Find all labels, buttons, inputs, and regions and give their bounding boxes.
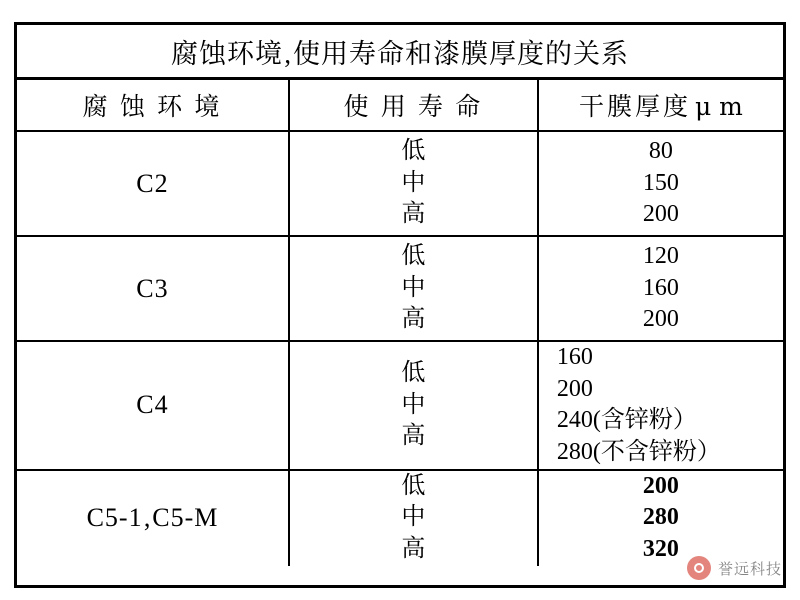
- column-header-dry-film-thickness: [538, 80, 783, 131]
- table-row: [17, 470, 783, 566]
- life-level: 高: [401, 201, 426, 228]
- cell-thickness: [538, 236, 783, 341]
- thickness-value: 320: [642, 536, 679, 563]
- life-level: 中: [401, 274, 426, 301]
- thickness-value: 280: [642, 504, 679, 531]
- cell-service-life: [289, 341, 538, 470]
- thickness-value: 160: [556, 344, 593, 371]
- life-level: 低: [401, 472, 426, 499]
- life-level: 中: [401, 391, 426, 418]
- table-title-row: [17, 25, 783, 80]
- cell-thickness: [538, 470, 783, 566]
- cell-thickness: [538, 341, 783, 470]
- thickness-value: 120: [642, 243, 679, 270]
- table-row: [17, 236, 783, 341]
- logo-icon: [687, 556, 711, 580]
- data-table-container: [14, 22, 786, 588]
- column-header-environment: 腐 蚀 环 境: [17, 80, 289, 131]
- thickness-value: 200: [642, 306, 679, 333]
- table-row: [17, 131, 783, 236]
- cell-service-life: [289, 131, 538, 236]
- cell-service-life: [289, 470, 538, 566]
- thickness-value: 200: [556, 375, 593, 402]
- table-row: [17, 341, 783, 470]
- relationship-table: [17, 80, 783, 566]
- life-level: 中: [401, 169, 426, 196]
- thickness-value: 240(含锌粉）: [556, 407, 697, 434]
- cell-thickness: [538, 131, 783, 236]
- thickness-value: 80: [648, 138, 673, 164]
- thickness-value: 200: [642, 201, 679, 228]
- watermark-label: 誉远科技: [717, 560, 782, 578]
- thickness-value: 200: [642, 472, 679, 499]
- thickness-value: 150: [642, 169, 679, 196]
- cell-environment: C2: [17, 131, 289, 236]
- life-level: 高: [401, 536, 426, 563]
- column-header-thickness-text: 干膜厚度: [578, 94, 691, 121]
- watermark: [687, 556, 782, 580]
- life-level: 低: [401, 243, 426, 270]
- column-header-unit: μ m: [694, 92, 743, 121]
- life-level: 低: [401, 359, 426, 386]
- life-level: 高: [401, 423, 426, 450]
- thickness-value: 280(不含锌粉）: [556, 439, 721, 466]
- life-level: 中: [401, 504, 426, 531]
- life-level: 低: [401, 138, 426, 164]
- column-header-service-life: 使 用 寿 命: [289, 80, 538, 131]
- cell-environment: C5-1‚C5-M: [17, 470, 289, 566]
- table-header-row: [17, 80, 783, 131]
- cell-environment: C3: [17, 236, 289, 341]
- page-title: 腐蚀环境‚使用寿命和漆膜厚度的关系: [171, 38, 629, 69]
- life-level: 高: [401, 306, 426, 333]
- cell-environment: C4: [17, 341, 289, 470]
- cell-service-life: [289, 236, 538, 341]
- thickness-value: 160: [642, 274, 679, 301]
